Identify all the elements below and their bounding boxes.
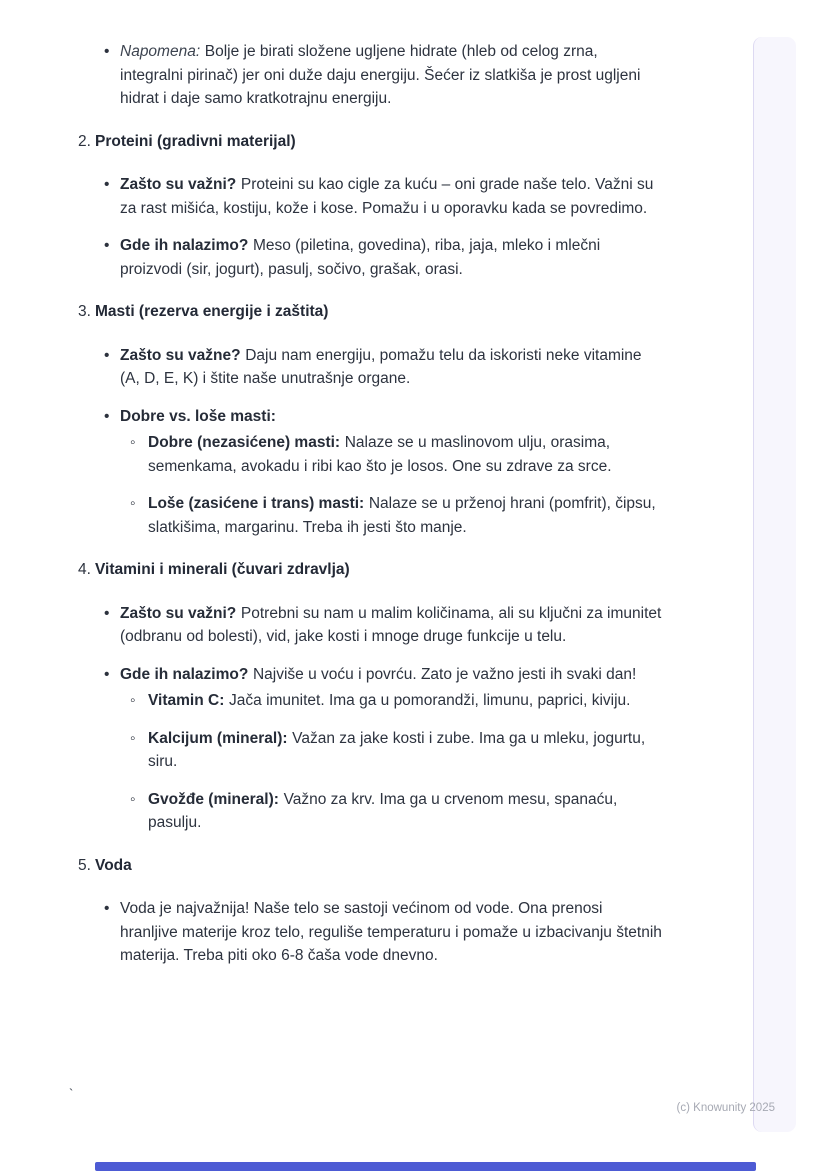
bullet-lead: Dobre vs. loše masti: xyxy=(120,407,276,425)
sub-bullet-icon: ◦ xyxy=(130,434,136,451)
bullet-text: Jača imunitet. Ima ga u pomorandži, limunu, paprici, kiviju. xyxy=(229,692,631,709)
copyright-text: (c) Knowunity 2025 xyxy=(676,1102,775,1114)
section-title: Masti (rezerva energije i zaštita) xyxy=(95,303,329,320)
section-heading xyxy=(78,558,662,582)
section-title: Voda xyxy=(95,856,132,874)
bullet-icon: • xyxy=(104,346,110,364)
section-title: Proteini (gradivni materijal) xyxy=(95,132,296,150)
list-item xyxy=(78,40,662,111)
list-item xyxy=(78,344,662,391)
list-item xyxy=(78,663,662,835)
section-number: 5. xyxy=(78,856,91,874)
section-heading xyxy=(78,300,662,324)
bullet-lead: Zašto su važne? xyxy=(120,346,241,364)
section-vitamini xyxy=(78,558,662,835)
bullet-icon: • xyxy=(104,176,110,193)
section-number: 4. xyxy=(78,561,91,578)
bullet-lead: Dobre (nezasićene) masti: xyxy=(148,434,341,451)
sub-bullet-icon: ◦ xyxy=(130,729,136,747)
bullet-lead: Gde ih nalazimo? xyxy=(120,665,249,683)
bullet-list xyxy=(78,344,662,540)
bullet-lead: Gde ih nalazimo? xyxy=(120,237,249,254)
sub-bullet-list xyxy=(130,689,662,835)
bullet-lead: Loše (zasićene i trans) masti: xyxy=(148,495,365,512)
bullet-text: Potrebni su nam u malim količinama, ali su ključni za imunitet (odbranu od bolesti), vid, jake kosti i mnoge druge funkcije u telu. xyxy=(120,604,662,645)
bullet-list xyxy=(78,602,662,835)
list-item xyxy=(78,405,662,540)
bullet-icon: • xyxy=(104,237,110,254)
note-lead: Napomena: xyxy=(120,43,201,60)
list-item xyxy=(130,689,662,713)
bullet-lead: Kalcijum (mineral): xyxy=(148,729,288,747)
bullet-icon: • xyxy=(104,43,110,60)
note-body: Bolje je birati složene ugljene hidrate (hleb od celog zrna, integralni pirinač) jer oni duže daju energiju. Šećer iz slatkiša je prost ugljeni hidrat i daje samo kratkotrajnu energiju. xyxy=(120,43,641,107)
section-title: Vitamini i minerali (čuvari zdravlja) xyxy=(95,561,350,578)
bullet-lead: Gvožđe (mineral): xyxy=(148,790,279,808)
bullet-lead: Zašto su važni? xyxy=(120,604,237,622)
list-item xyxy=(130,492,662,539)
bullet-text: Važno za krv. Ima ga u crvenom mesu, spanaću, pasulju. xyxy=(148,790,618,831)
sub-bullet-list xyxy=(130,431,662,539)
section-number: 2. xyxy=(78,132,91,150)
list-item xyxy=(130,727,662,774)
section-voda xyxy=(78,854,662,968)
section-heading xyxy=(78,854,662,878)
sub-bullet-icon: ◦ xyxy=(130,692,136,709)
document-content xyxy=(78,40,662,968)
sub-bullet-icon: ◦ xyxy=(130,790,136,808)
bullet-text: Nalaze se u prženoj hrani (pomfrit), čipsu, slatkišima, margarinu. Treba ih jesti što manje. xyxy=(148,495,656,536)
bullet-text: Proteini su kao cigle za kuću – oni grade naše telo. Važni su za rast mišića, kostiju, kože i kose. Pomažu i u oporavku kada se povredimo. xyxy=(120,176,654,217)
bullet-text: Voda je najvažnija! Naše telo se sastoji većinom od vode. Ona prenosi hranljive materije kroz telo, reguliše temperaturu i pomaže u izbacivanju štetnih materija. Treba piti oko 6-8 čaša vode dnevno. xyxy=(120,900,662,964)
section-number: 3. xyxy=(78,303,91,320)
bullet-icon: • xyxy=(104,407,110,425)
section-proteini xyxy=(78,130,662,282)
bullet-icon: • xyxy=(104,665,110,683)
section-heading xyxy=(78,130,662,154)
list-item xyxy=(130,431,662,478)
bullet-text: Važan za jake kosti i zube. Ima ga u mleku, jogurtu, siru. xyxy=(148,729,646,770)
bullet-icon: • xyxy=(104,604,110,622)
bullet-list xyxy=(78,897,662,968)
list-item xyxy=(78,897,662,968)
bullet-text: Daju nam energiju, pomažu telu da iskoristi neke vitamine (A, D, E, K) i štite naše unutrašnje organe. xyxy=(120,346,642,387)
bullet-text: Meso (piletina, govedina), riba, jaja, mleko i mlečni proizvodi (sir, jogurt), pasulj, sočivo, grašak, orasi. xyxy=(120,237,601,278)
page-edge-strip xyxy=(753,37,796,1132)
bullet-list xyxy=(78,173,662,281)
list-item xyxy=(78,234,662,281)
list-item xyxy=(78,173,662,220)
sub-bullet-icon: ◦ xyxy=(130,495,136,512)
note-list xyxy=(78,40,662,111)
bottom-accent-bar xyxy=(95,1162,756,1171)
bullet-lead: Vitamin C: xyxy=(148,692,225,709)
section-masti xyxy=(78,300,662,539)
bullet-lead: Zašto su važni? xyxy=(120,176,237,193)
list-item xyxy=(130,788,662,835)
stray-mark: ` xyxy=(69,1086,74,1101)
bullet-text: Najviše u voću i povrću. Zato je važno jesti ih svaki dan! xyxy=(252,665,637,683)
list-item xyxy=(78,602,662,649)
bullet-text: Nalaze se u maslinovom ulju, orasima, semenkama, avokadu i ribi kao što je losos. One su zdrave za srce. xyxy=(148,434,612,475)
note-text xyxy=(120,40,662,111)
bullet-icon: • xyxy=(104,900,110,917)
